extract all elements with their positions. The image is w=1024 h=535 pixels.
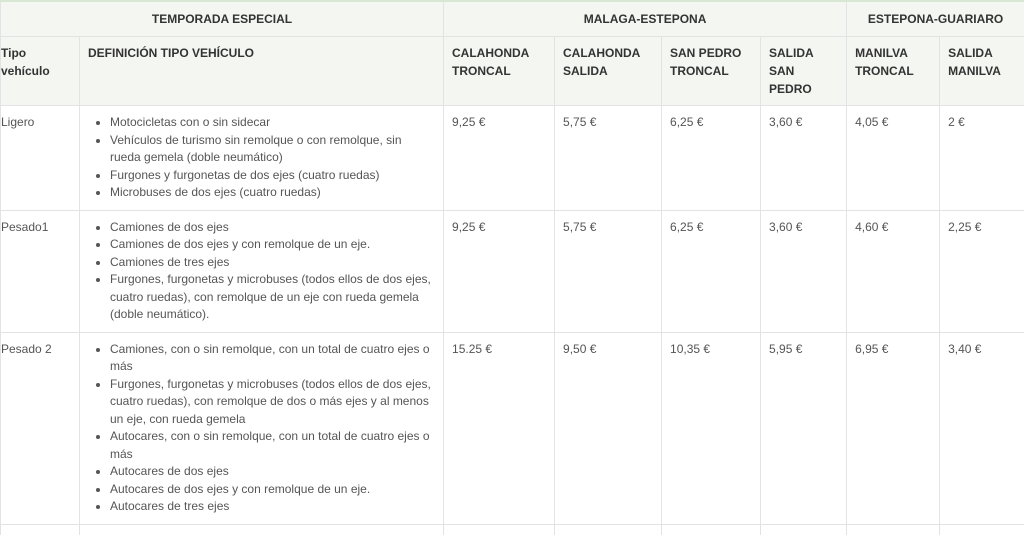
vehicle-definition — [80, 332, 444, 524]
table-row-pesado2 — [1, 332, 1024, 524]
empty-cell — [444, 524, 555, 535]
definition-item: • Camiones de dos ejes y con remolque de un eje. — [110, 236, 435, 254]
column-header-san-pedro-troncal: SAN PEDRO TRONCAL — [662, 37, 761, 106]
table-row-pesado1 — [1, 210, 1024, 332]
empty-cell — [847, 524, 940, 535]
vehicle-definition — [80, 210, 444, 332]
group-header-row — [1, 1, 1024, 37]
definition-item: • Microbuses de dos ejes (cuatro ruedas) — [110, 184, 435, 202]
definition-item: • Camiones de dos ejes — [110, 219, 435, 237]
price-cell: 6,25 € — [662, 210, 761, 332]
column-header-salida-manilva: SALIDA MANILVA — [940, 37, 1024, 106]
definition-item: • Furgones, furgonetas y microbuses (todos ellos de dos ejes, cuatro ruedas), con remolque de dos o más ejes y al menos un eje, con rueda gemela — [110, 376, 435, 429]
column-header-salida-san-pedro: SALIDA SAN PEDRO — [761, 37, 847, 106]
definition-item: • Motocicletas con o sin sidecar — [110, 114, 435, 132]
group-header-malaga-estepona: MALAGA-ESTEPONA — [444, 1, 847, 37]
column-header-definicion: DEFINICIÓN TIPO VEHÍCULO — [80, 37, 444, 106]
empty-cell — [80, 524, 444, 535]
price-cell: 4,60 € — [847, 210, 940, 332]
price-cell: 4,05 € — [847, 106, 940, 211]
price-cell: 9,50 € — [555, 332, 662, 524]
definition-item: • Furgones y furgonetas de dos ejes (cuatro ruedas) — [110, 167, 435, 185]
table-row-ligero — [1, 106, 1024, 211]
price-cell: 5,95 € — [761, 332, 847, 524]
column-header-row — [1, 37, 1024, 106]
group-header-estepona-guariaro: ESTEPONA-GUARIARO — [847, 1, 1024, 37]
definition-item: • Autocares de tres ejes — [110, 498, 435, 516]
price-cell: 3,60 € — [761, 106, 847, 211]
price-cell: 2,25 € — [940, 210, 1024, 332]
definition-item: • Autocares de dos ejes y con remolque de un eje. — [110, 481, 435, 499]
vehicle-type: Pesado1 — [1, 210, 80, 332]
price-cell: 9,25 € — [444, 106, 555, 211]
empty-cell — [1, 524, 80, 535]
price-cell: 15.25 € — [444, 332, 555, 524]
vehicle-type: Ligero — [1, 106, 80, 211]
column-header-calahonda-troncal: CALAHONDA TRONCAL — [444, 37, 555, 106]
price-cell: 10,35 € — [662, 332, 761, 524]
definition-item: • Vehículos de turismo sin remolque o con remolque, sin rueda gemela (doble neumático) — [110, 132, 435, 167]
empty-cell — [555, 524, 662, 535]
price-cell: 6,95 € — [847, 332, 940, 524]
column-header-manilva-troncal: MANILVA TRONCAL — [847, 37, 940, 106]
empty-cell — [940, 524, 1024, 535]
empty-cell — [662, 524, 761, 535]
price-cell: 3,60 € — [761, 210, 847, 332]
price-cell: 3,40 € — [940, 332, 1024, 524]
definition-item: • Furgones, furgonetas y microbuses (todos ellos de dos ejes, cuatro ruedas), con remolque de un eje con rueda gemela (doble neumático). — [110, 271, 435, 324]
definition-item: • Camiones, con o sin remolque, con un total de cuatro ejes o más — [110, 341, 435, 376]
price-cell: 6,25 € — [662, 106, 761, 211]
price-cell: 5,75 € — [555, 210, 662, 332]
definition-item: • Autocares, con o sin remolque, con un total de cuatro ejes o más — [110, 428, 435, 463]
vehicle-definition — [80, 106, 444, 211]
column-header-calahonda-salida: CALAHONDA SALIDA — [555, 37, 662, 106]
empty-cell — [761, 524, 847, 535]
vehicle-type: Pesado 2 — [1, 332, 80, 524]
price-cell: 2 € — [940, 106, 1024, 211]
definition-item: • Autocares de dos ejes — [110, 463, 435, 481]
column-header-tipo: Tipo vehículo — [1, 37, 80, 106]
group-header-temporada: TEMPORADA ESPECIAL — [1, 1, 444, 37]
definition-item: • Camiones de tres ejes — [110, 254, 435, 272]
price-cell: 9,25 € — [444, 210, 555, 332]
table-row-next — [1, 524, 1024, 535]
price-cell: 5,75 € — [555, 106, 662, 211]
